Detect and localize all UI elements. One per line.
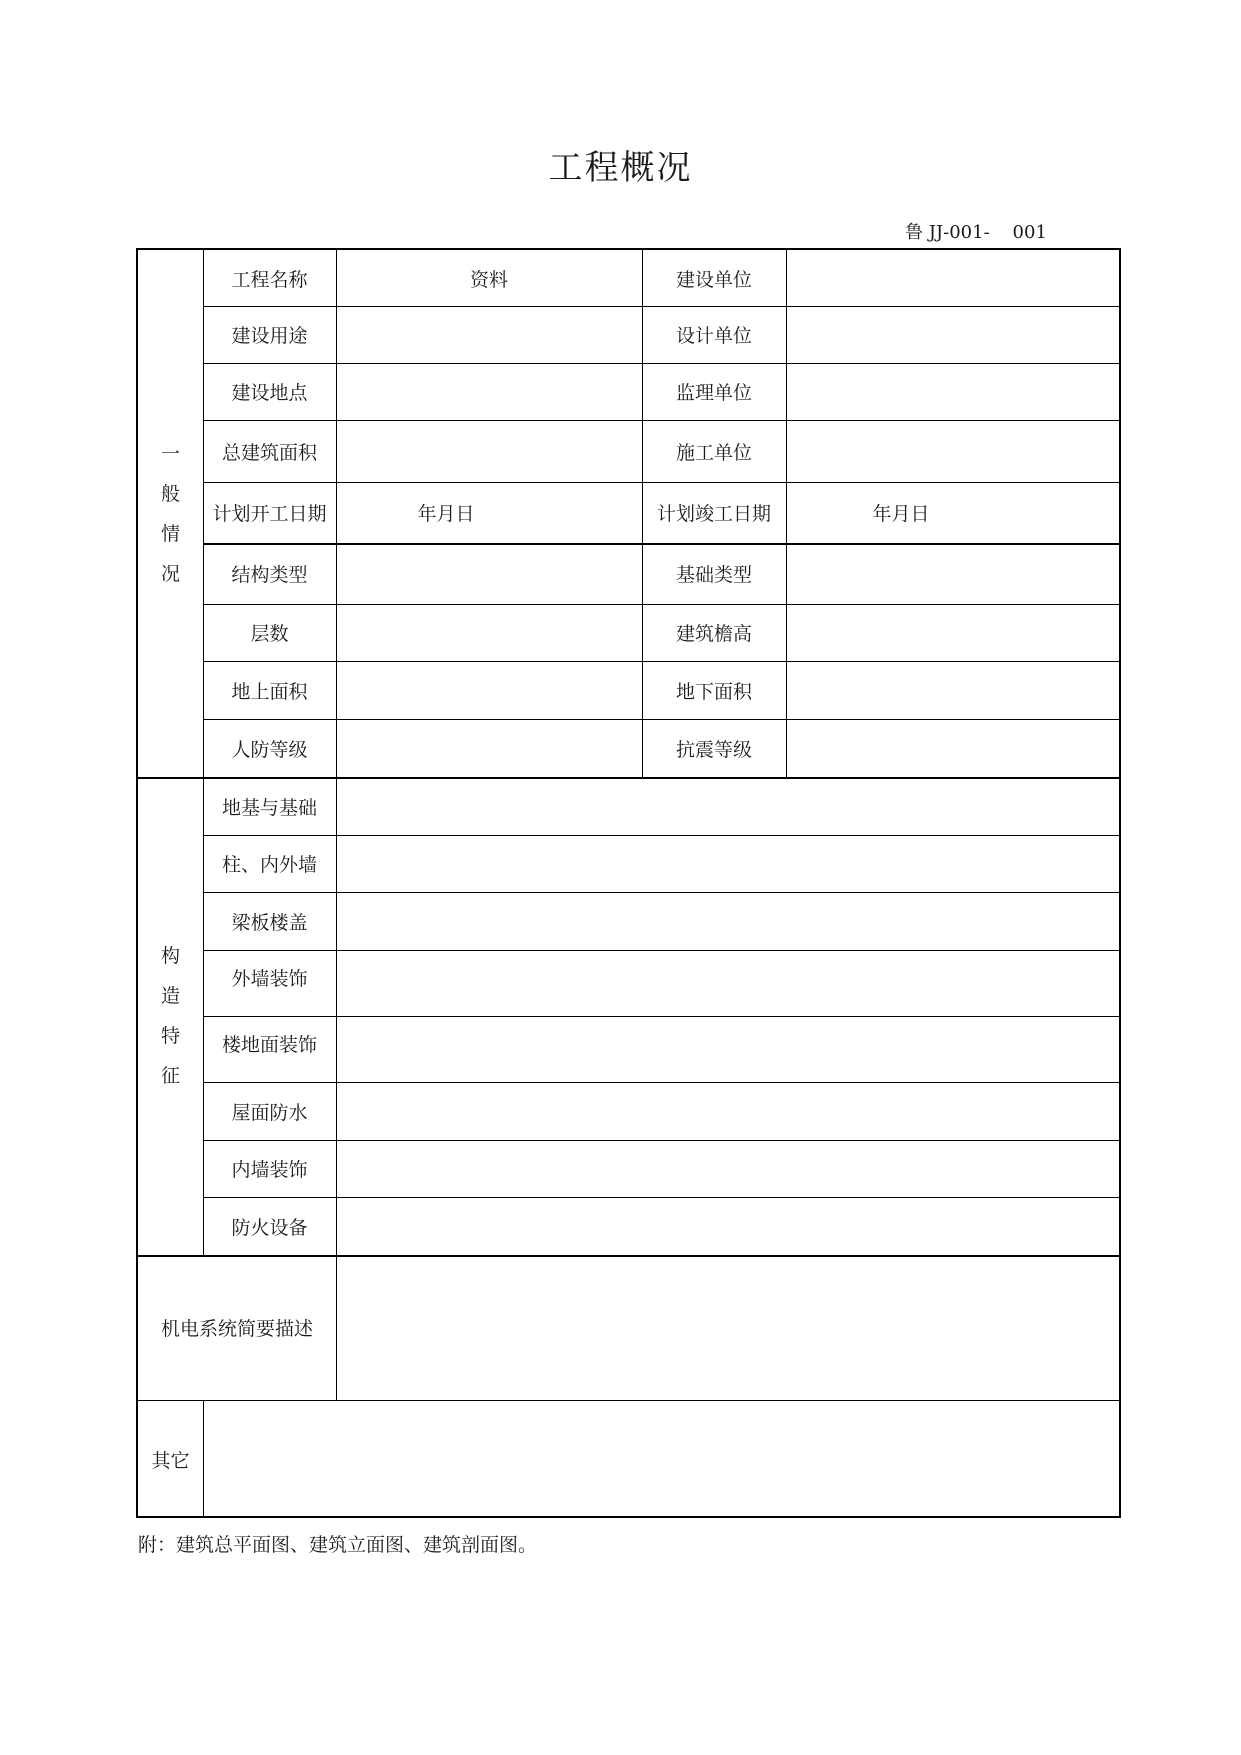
value-owner-unit[interactable] (786, 250, 1121, 306)
section-label-char: 构 (160, 945, 180, 967)
section-label-char: 造 (160, 985, 180, 1007)
section-label-general (138, 250, 203, 777)
label-total-area: 总建筑面积 (221, 441, 317, 464)
label-owner-unit: 建设单位 (675, 268, 752, 291)
label-columns-walls: 柱、内外墙 (221, 854, 317, 876)
label-beams-slabs: 梁板楼盖 (231, 911, 308, 934)
label-planned-start: 计划开工日期 (212, 503, 327, 525)
label-building-site: 建设地点 (231, 382, 308, 404)
value-beams-slabs[interactable] (336, 892, 1121, 950)
section-label-structure (138, 777, 203, 1255)
value-fire-equipment[interactable] (336, 1197, 1121, 1255)
value-civil-defense-level[interactable] (336, 719, 642, 777)
value-exterior-decoration[interactable] (336, 950, 1121, 1016)
value-seismic-level[interactable] (786, 719, 1121, 777)
label-foundation: 地基与基础 (221, 796, 317, 819)
label-supervision-unit: 监理单位 (675, 382, 752, 404)
value-supervision-unit[interactable] (786, 363, 1121, 420)
section-label-char: 特 (160, 1025, 180, 1047)
label-project-name: 工程名称 (231, 268, 308, 291)
value-columns-walls[interactable] (336, 835, 1121, 892)
label-fire-equipment: 防火设备 (231, 1216, 308, 1239)
value-building-site[interactable] (336, 363, 642, 420)
section-label-char: 情 (160, 522, 180, 545)
section-label-char: 征 (160, 1065, 180, 1087)
label-eave-height: 建筑檐高 (675, 623, 752, 645)
value-interior-decoration[interactable] (336, 1140, 1121, 1197)
value-total-area[interactable] (336, 420, 642, 482)
label-structure-type: 结构类型 (231, 564, 308, 586)
value-planned-finish[interactable]: 年月日 (872, 503, 930, 525)
label-mep-description: 机电系统简要描述 (160, 1318, 313, 1340)
label-floors: 层数 (250, 623, 289, 645)
value-other[interactable] (203, 1400, 1121, 1518)
label-floor-decoration: 楼地面装饰 (221, 1034, 317, 1056)
label-foundation-type: 基础类型 (675, 564, 752, 586)
page-title: 工程概况 (548, 148, 693, 188)
label-planned-finish: 计划竣工日期 (656, 503, 771, 525)
value-design-unit[interactable] (786, 306, 1121, 363)
value-construction-unit[interactable] (786, 420, 1121, 482)
value-underground-area[interactable] (786, 661, 1121, 719)
value-eave-height[interactable] (786, 604, 1121, 661)
label-above-ground-area: 地上面积 (231, 680, 308, 703)
value-foundation-type[interactable] (786, 543, 1121, 604)
label-exterior-decoration: 外墙装饰 (231, 968, 308, 990)
label-interior-decoration: 内墙装饰 (231, 1159, 308, 1181)
value-project-name[interactable]: 资料 (469, 268, 508, 291)
label-design-unit: 设计单位 (675, 325, 752, 347)
form-code: 鲁 JJ-001- 001 (905, 222, 1047, 243)
value-building-use[interactable] (336, 306, 642, 363)
label-civil-defense-level: 人防等级 (231, 738, 308, 761)
label-roof-waterproofing: 屋面防水 (231, 1101, 308, 1124)
section-label-char: 般 (160, 482, 180, 505)
label-seismic-level: 抗震等级 (675, 738, 752, 761)
value-planned-start[interactable]: 年月日 (417, 503, 475, 525)
value-floor-decoration[interactable] (336, 1016, 1121, 1082)
section-label-char: 况 (160, 562, 180, 585)
label-other: 其它 (151, 1449, 190, 1472)
value-structure-type[interactable] (336, 543, 642, 604)
value-roof-waterproofing[interactable] (336, 1082, 1121, 1140)
value-mep-description[interactable] (336, 1255, 1121, 1400)
label-construction-unit: 施工单位 (675, 441, 752, 464)
value-floors[interactable] (336, 604, 642, 661)
label-building-use: 建设用途 (231, 325, 308, 347)
attachment-note: 附：建筑总平面图、建筑立面图、建筑剖面图。 (138, 1534, 538, 1556)
value-above-ground-area[interactable] (336, 661, 642, 719)
value-foundation[interactable] (336, 777, 1121, 835)
label-underground-area: 地下面积 (675, 680, 752, 703)
project-overview-form (136, 248, 1121, 1518)
section-label-char: 一 (160, 442, 180, 465)
